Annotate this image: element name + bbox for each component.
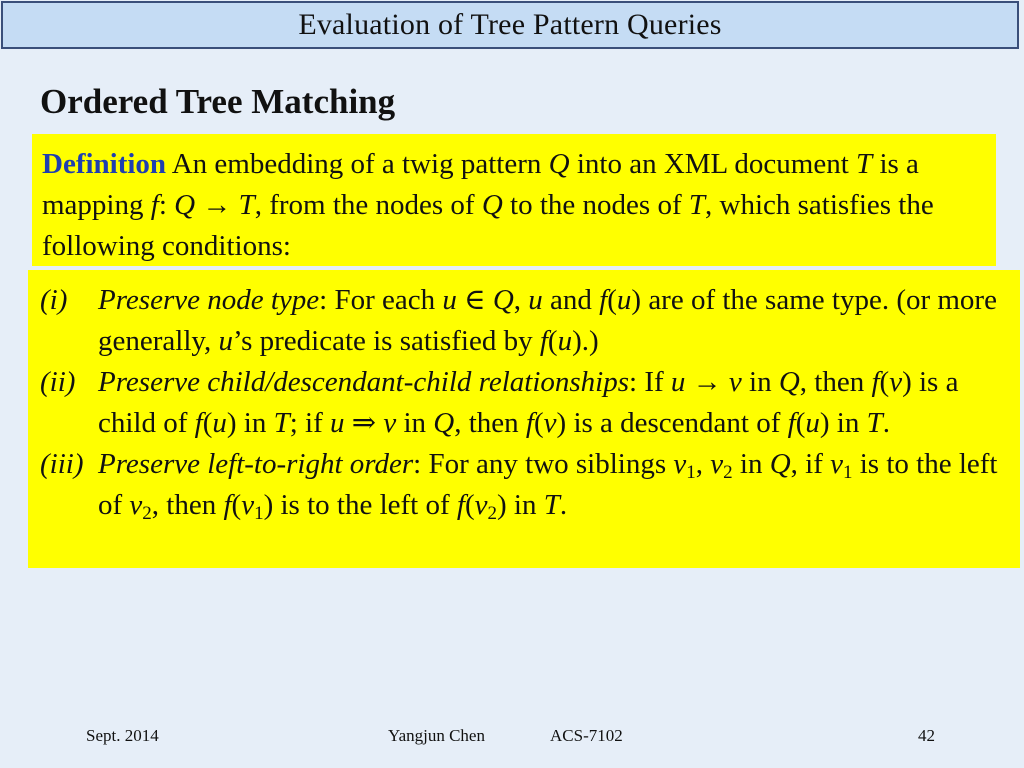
condition-text: Preserve node type: For each u ∈ Q, u and f(u) are of the same type. (or more generally, u’s predicate is satisfied by f(u).) — [98, 284, 997, 357]
footer-date: Sept. 2014 — [86, 726, 159, 745]
footer-course: ACS-7102 — [550, 726, 623, 745]
footer-author: Yangjun Chen — [388, 726, 485, 745]
definition-box — [32, 134, 996, 266]
conditions-box — [28, 270, 1020, 568]
condition-number: (i) — [40, 284, 68, 316]
condition-item — [40, 362, 1010, 444]
definition-label: Definition — [42, 148, 167, 180]
slide-heading: Ordered Tree Matching — [40, 82, 396, 121]
condition-number: (iii) — [40, 448, 84, 480]
condition-item — [40, 280, 1010, 362]
condition-text: Preserve left-to-right order: For any two siblings $v_1$, $v_2$ in Q, if $v_1$ is to the left of $v_2$, then $f(v_1)$ is to the left of $f(v_2)$ in T. — [98, 448, 998, 524]
condition-item — [40, 444, 1010, 526]
slide-title: Evaluation of Tree Pattern Queries — [298, 8, 722, 41]
definition-text: Definition An embedding of a twig pattern Q into an XML document T is a mapping f: Q → T, from the nodes of Q to the nodes of T, which satisfies the following conditions: — [42, 148, 934, 262]
slide-title-bar — [1, 1, 1019, 49]
condition-number: (ii) — [40, 366, 76, 398]
footer-page-number: 42 — [918, 726, 935, 745]
condition-text: Preserve child/descendant-child relationships: If u → v in Q, then f(v) is a child of f(u) in T; if u ⇒ v in Q, then f(v) is a descendant of f(u) in T. — [98, 366, 959, 439]
